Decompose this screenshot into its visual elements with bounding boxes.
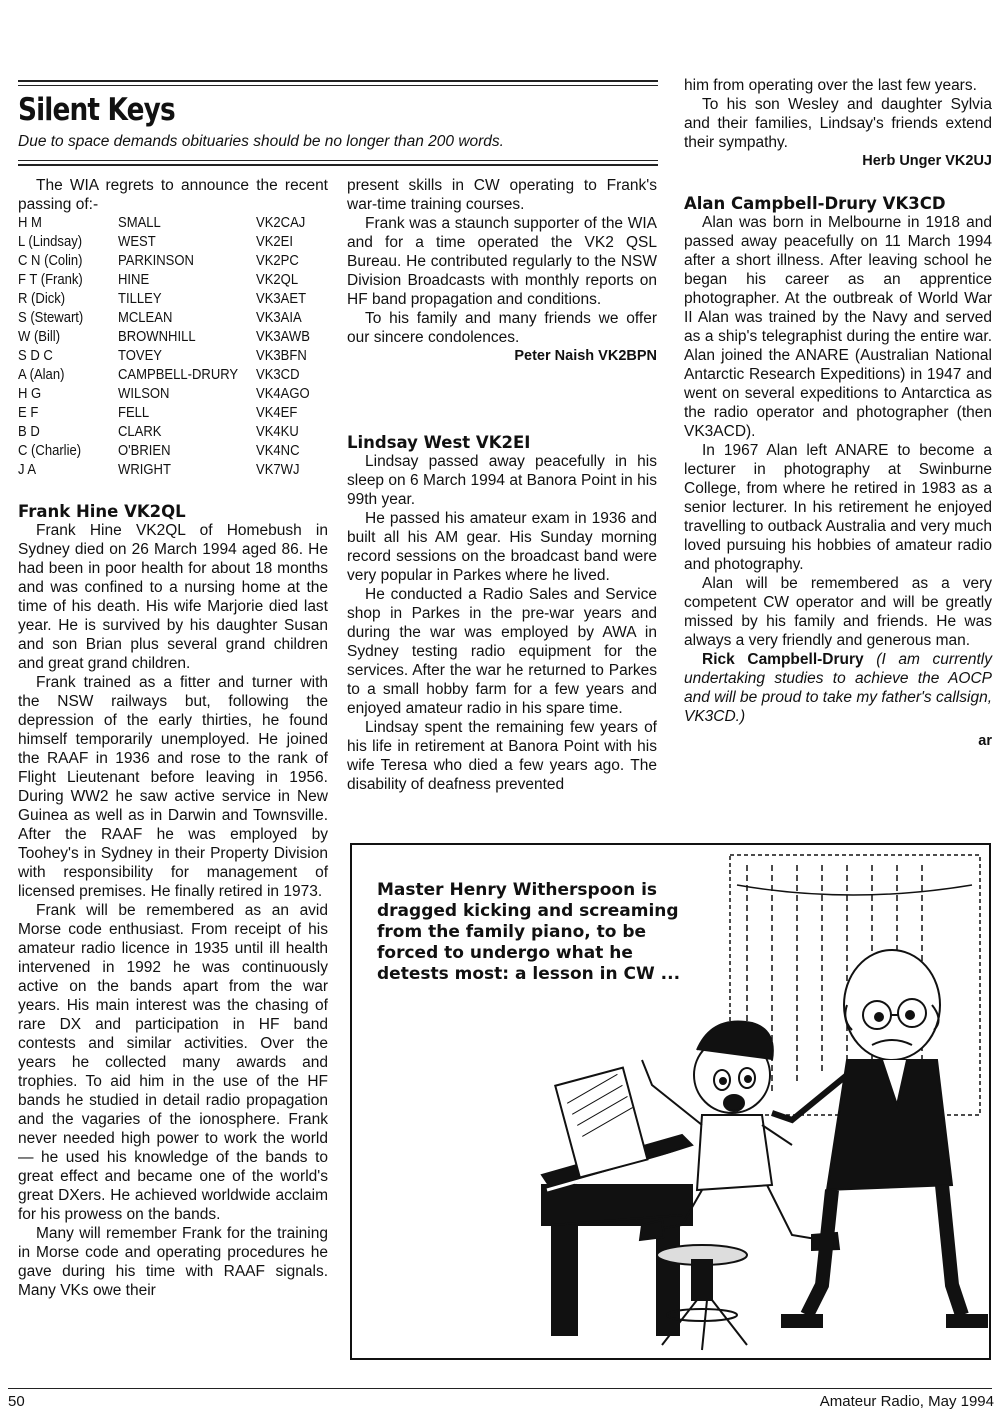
passing-given: C N (Colin) <box>18 253 83 269</box>
frank-article-continued <box>347 176 657 366</box>
passing-row <box>18 233 330 252</box>
lindsay-heading: Lindsay West VK2EI <box>347 433 531 452</box>
alan-paragraph: Alan will be remembered as a very competent CW operator and will be greatly missed by his family and friends. He was always a very friendly and generous man. <box>684 575 992 649</box>
passing-call: VK3BFN <box>256 348 307 364</box>
passing-surname: WILSON <box>118 386 170 402</box>
alan-paragraph: Alan was born in Melbourne in 1918 and passed away peacefully on 11 March 1994 after a short illness. After leaving school he began his career as an apprentice photographer. At the outbreak of World War II Alan was trained by the Navy and served as a ship's telegraphist during the entire war. Alan joined the ANARE (Australian National Antarctic Research Expeditions) in 1947 and went on several expeditions to Antarctica as the radio operator and photographer (then VK3ACD). <box>684 214 992 440</box>
passing-row <box>18 290 330 309</box>
frank-signature: Peter Naish VK2BPN <box>514 348 657 364</box>
header-rule-bottom <box>18 164 658 166</box>
lindsay-paragraph: him from operating over the last few years. <box>684 77 977 94</box>
frank-paragraph: Frank will be remembered as an avid Morse code enthusiast. From receipt of his amateur radio licence in 1935 until ill health intervened in 1992 he was continuously active on the bands apart from the war years. His main interest was the chasing of rare DX and participation in HF band contests and similar activities. Over the years he collected many awards and trophies. To aid him in the use of the HF bands he studied in detail radio propagation and the vagaries of the ionosphere. Frank never needed high power to work the world — he used his knowledge of the bands to great effect and became one of the world's great DXers. He achieved worldwide acclaim for his prowess on the bands. <box>18 902 328 1223</box>
intro-text: The WIA regrets to announce the recent passing of:- <box>18 177 328 213</box>
page-number: 50 <box>8 1393 25 1410</box>
publication-info: Amateur Radio, May 1994 <box>819 1393 994 1410</box>
passing-row <box>18 385 330 404</box>
passing-call: VK3CD <box>256 367 300 383</box>
alan-paragraph: In 1967 Alan left ANARE to become a lecturer in photography at Swinburne College, from where he retired in 1983 as a senior lecturer. In his retirement he enjoyed travelling to outback Australia and very much loved pursuing his hobbies of amateur radio and photography. <box>684 442 992 573</box>
lindsay-article-continued <box>684 76 992 171</box>
passing-given: S (Stewart) <box>18 310 84 326</box>
passing-given: A (Alan) <box>18 367 65 383</box>
passing-given: H G <box>18 386 42 402</box>
lindsay-signature: Herb Unger VK2UJ <box>862 153 992 169</box>
cartoon-illustration <box>352 845 989 1358</box>
lindsay-paragraph: Lindsay passed away peacefully in his sleep on 6 March 1994 at Banora Point in his 99th year. <box>347 453 657 508</box>
passing-given: E F <box>18 405 39 421</box>
passing-call: VK3AET <box>256 291 307 307</box>
passing-row <box>18 461 330 480</box>
passing-call: VK4NC <box>256 443 300 459</box>
passing-given: R (Dick) <box>18 291 66 307</box>
passing-surname: CLARK <box>118 424 162 440</box>
passing-call: VK4KU <box>256 424 299 440</box>
intro-block <box>18 176 328 214</box>
passing-given: C (Charlie) <box>18 443 82 459</box>
alan-signature-name: Rick Campbell-Drury <box>702 651 864 668</box>
frank-heading: Frank Hine VK2QL <box>18 502 186 521</box>
page-subtitle: Due to space demands obituaries should be no longer than 200 words. <box>18 133 504 150</box>
lindsay-article <box>347 433 657 794</box>
footer-rule <box>8 1388 992 1389</box>
cartoon-panel <box>350 843 991 1360</box>
passing-surname: TOVEY <box>118 348 163 364</box>
passing-surname: FELL <box>118 405 150 421</box>
passing-call: VK4EF <box>256 405 298 421</box>
passing-surname: HINE <box>118 272 150 288</box>
passing-row <box>18 252 330 271</box>
passing-surname: SMALL <box>118 215 161 231</box>
passing-surname: O'BRIEN <box>118 443 171 459</box>
page-title: Silent Keys <box>18 92 175 128</box>
header-rule-top-thin <box>18 85 658 86</box>
passing-row <box>18 423 330 442</box>
header-rule-bottom-thin <box>18 160 658 161</box>
lindsay-paragraph: Lindsay spent the remaining few years of his life in retirement at Banora Point with his wife Teresa who died a few years ago. The disability of deafness prevented <box>347 719 657 793</box>
passing-row <box>18 366 330 385</box>
passing-surname: WRIGHT <box>118 462 171 478</box>
passing-given: L (Lindsay) <box>18 234 83 250</box>
passing-row <box>18 404 330 423</box>
passing-row <box>18 442 330 461</box>
passing-row <box>18 271 330 290</box>
passing-row <box>18 347 330 366</box>
passing-row <box>18 214 330 233</box>
passings-list <box>18 214 330 480</box>
passing-row <box>18 309 330 328</box>
passing-given: H M <box>18 215 42 231</box>
frank-paragraph: Frank trained as a fitter and turner with the NSW railways but, following the depression of the early thirties, he found himself temporarily unemployed. He joined the RAAF in 1936 and rose to the rank of Flight Lieutenant before leaving in 1956. During WW2 he saw active service in New Guinea as well as in Darwin and Townsville. After the RAAF he was employed by Toohey's in Sydney in their Property Division with responsibility for management of licensed premises. He finally retired in 1973. <box>18 674 328 900</box>
frank-paragraph: Frank Hine VK2QL of Homebush in Sydney died on 26 March 1994 aged 86. He had been in poor health for about 18 months and was confined to a nursing home at the time of his death. His wife Marjorie died last year. He is survived by his daughter Susan and son Brian plus several grand children and great grand children. <box>18 522 328 672</box>
lindsay-paragraph: To his son Wesley and daughter Sylvia and their families, Lindsay's friends extend their sympathy. <box>684 96 992 151</box>
alan-heading: Alan Campbell-Drury VK3CD <box>684 194 946 213</box>
frank-paragraph: present skills in CW operating to Frank's war-time training courses. <box>347 177 657 213</box>
passing-call: VK2CAJ <box>256 215 306 231</box>
alan-signature-note: (I am currently undertaking studies to achieve the AOCP and will be proud to take my father's callsign, VK3CD.) <box>684 651 992 725</box>
passing-call: VK2PC <box>256 253 299 269</box>
passing-given: F T (Frank) <box>18 272 83 288</box>
passing-surname: CAMPBELL-DRURY <box>118 367 239 383</box>
lindsay-paragraph: He conducted a Radio Sales and Service shop in Parkes in the pre-war years and during the war was employed by AWA in Sydney testing radio equipment for the services. After the war he returned to Parkes to a small hobby farm for a few years and enjoyed amateur radio in his spare time. <box>347 586 657 717</box>
passing-given: W (Bill) <box>18 329 61 345</box>
cartoon-caption: Master Henry Witherspoon is dragged kicking and screaming from the family piano, to be forced to undergo what he detests most: a lesson in CW ... <box>377 880 681 984</box>
frank-paragraph: Frank was a staunch supporter of the WIA and for a time operated the VK2 QSL Bureau. He contributed regularly to the NSW Division Broadcasts with monthly reports on HF band propagation and conditions. <box>347 215 657 308</box>
passing-surname: TILLEY <box>118 291 162 307</box>
passing-call: VK2QL <box>256 272 299 288</box>
passing-surname: PARKINSON <box>118 253 194 269</box>
passing-call: VK2EI <box>256 234 293 250</box>
passing-given: B D <box>18 424 40 440</box>
header-rule-top <box>18 80 658 82</box>
passing-row <box>18 328 330 347</box>
passing-given: J A <box>18 462 37 478</box>
passing-surname: WEST <box>118 234 156 250</box>
alan-article <box>684 194 992 751</box>
passing-surname: MCLEAN <box>118 310 173 326</box>
passing-call: VK7WJ <box>256 462 300 478</box>
frank-paragraph: To his family and many friends we offer our sincere condolences. <box>347 310 657 346</box>
passing-given: S D C <box>18 348 53 364</box>
passing-call: VK3AWB <box>256 329 310 345</box>
passing-surname: BROWNHILL <box>118 329 196 345</box>
frank-paragraph: Many will remember Frank for the training in Morse code and operating procedures he gave during his time with RAAF signals. Many VKs owe their <box>18 1225 328 1299</box>
frank-article <box>18 502 328 1300</box>
passing-call: VK3AIA <box>256 310 302 326</box>
passing-call: VK4AGO <box>256 386 310 402</box>
lindsay-paragraph: He passed his amateur exam in 1936 and built all his AM gear. His Sunday morning record sessions on the broadcast band were very popular in Parkes where he lived. <box>347 510 657 584</box>
end-mark: ar <box>978 733 992 749</box>
